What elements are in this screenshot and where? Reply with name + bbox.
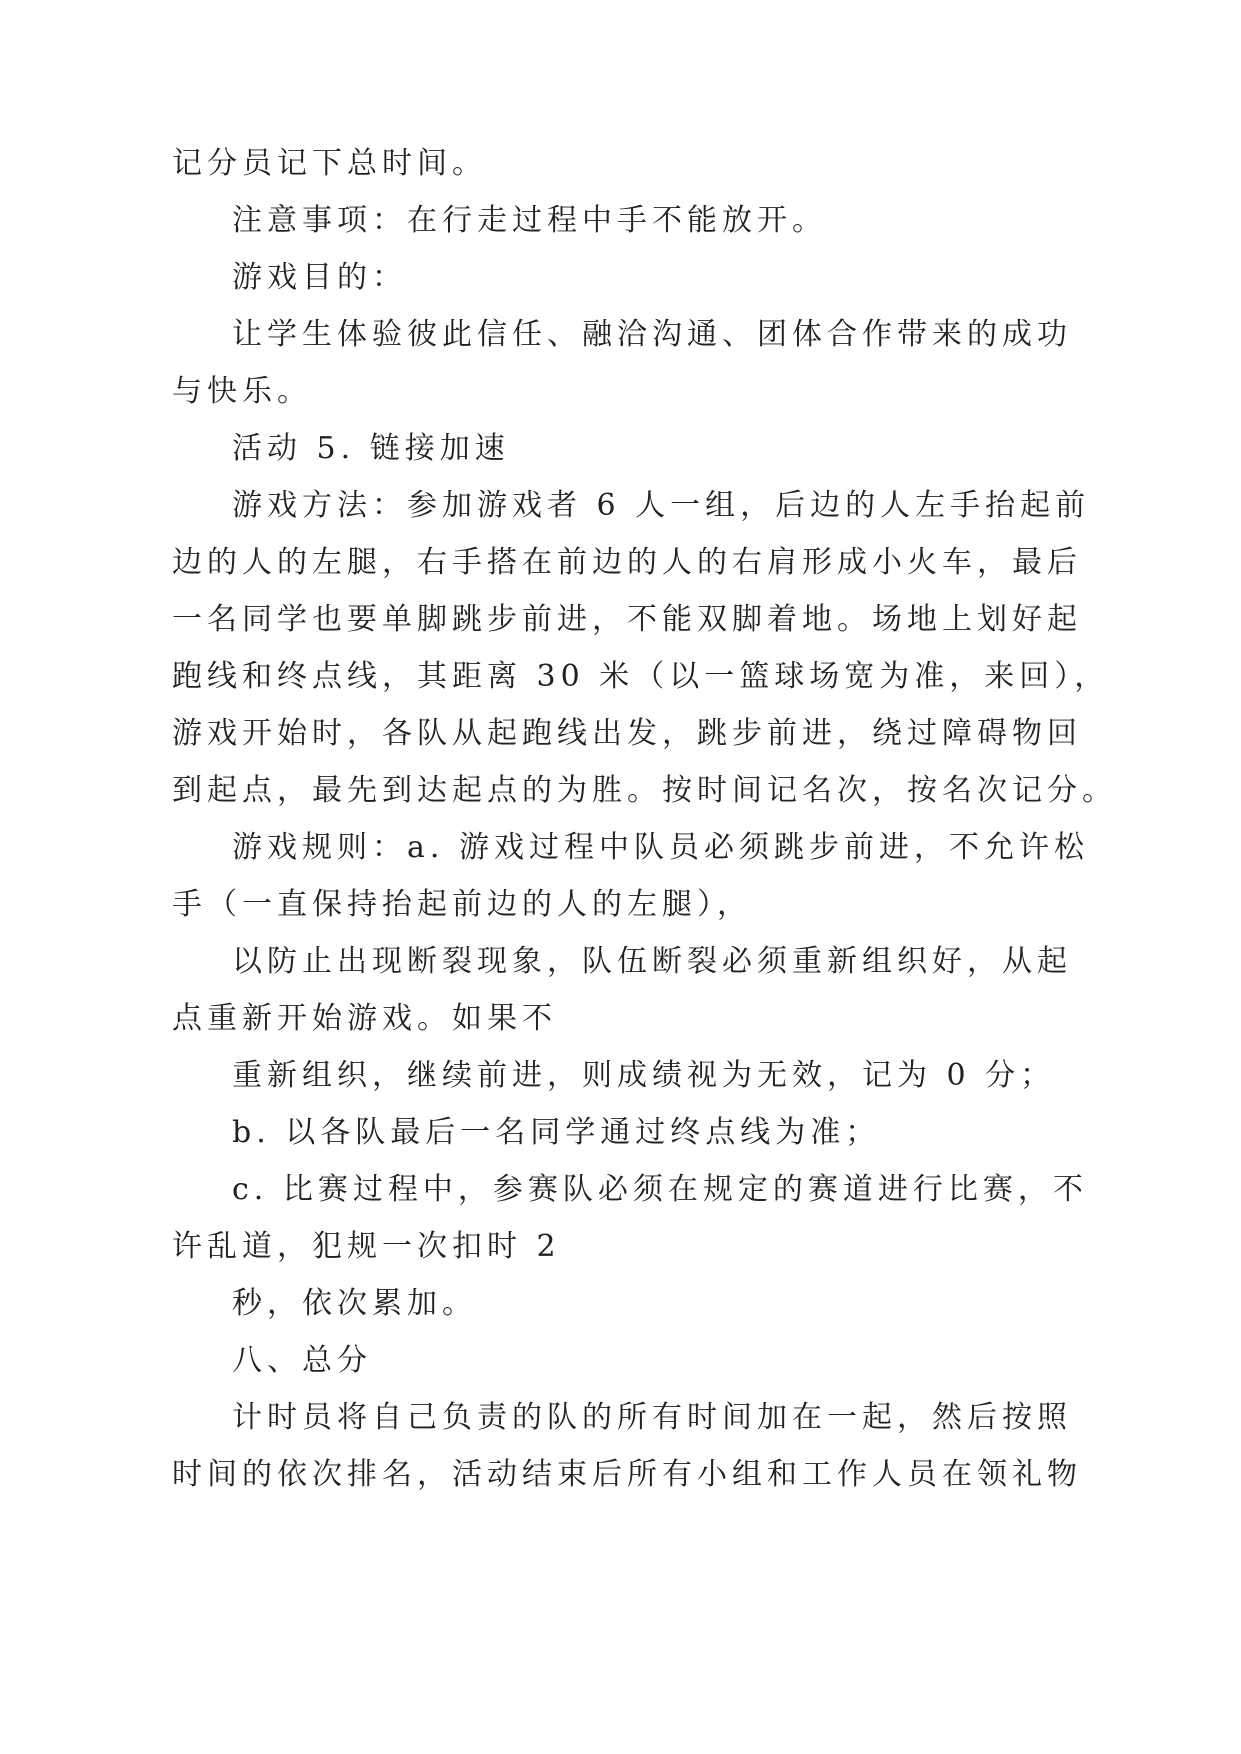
- text-line: 跑线和终点线，其距离 30 米（以一篮球场宽为准，来回），: [172, 659, 1110, 694]
- text-line: 一名同学也要单脚跳步前进，不能双脚着地。场地上划好起: [172, 602, 1082, 637]
- section-heading: 八、总分: [232, 1343, 372, 1378]
- text-line: 游戏开始时，各队从起跑线出发，跳步前进，绕过障碍物回: [172, 716, 1082, 751]
- text-line: 许乱道，犯规一次扣时 2: [172, 1229, 561, 1264]
- text-line: 计时员将自己负责的队的所有时间加在一起，然后按照: [232, 1400, 1072, 1435]
- text-line: 重新组织，继续前进，则成绩视为无效，记为 0 分；: [232, 1058, 1056, 1093]
- text-line: 让学生体验彼此信任、融洽沟通、团体合作带来的成功: [232, 317, 1072, 352]
- text-line: 与快乐。: [172, 374, 312, 409]
- text-line: b. 以各队最后一名同学通过终点线为准；: [232, 1115, 881, 1150]
- section-heading: 活动 5. 链接加速: [232, 431, 510, 466]
- text-line: 点重新开始游戏。如果不: [172, 1001, 557, 1036]
- section-heading: 游戏目的：: [232, 260, 407, 295]
- text-line: 边的人的左腿，右手搭在前边的人的右肩形成小火车，最后: [172, 545, 1082, 580]
- text-line: 游戏方法：参加游戏者 6 人一组，后边的人左手抬起前: [232, 488, 1091, 523]
- text-line: 记分员记下总时间。: [172, 146, 487, 181]
- text-line: 以防止出现断裂现象，队伍断裂必须重新组织好，从起: [232, 944, 1072, 979]
- text-line: 到起点，最先到达起点的为胜。按时间记名次，按名次记分。: [172, 773, 1117, 808]
- text-line: 手（一直保持抬起前边的人的左腿），: [172, 887, 752, 922]
- text-line: 时间的依次排名，活动结束后所有小组和工作人员在领礼物: [172, 1457, 1082, 1492]
- text-line: 注意事项：在行走过程中手不能放开。: [232, 203, 827, 238]
- text-line: 游戏规则：a. 游戏过程中队员必须跳步前进，不允许松: [232, 830, 1089, 865]
- text-line: 秒，依次累加。: [232, 1286, 477, 1321]
- text-line: c. 比赛过程中，参赛队必须在规定的赛道进行比赛，不: [232, 1172, 1088, 1207]
